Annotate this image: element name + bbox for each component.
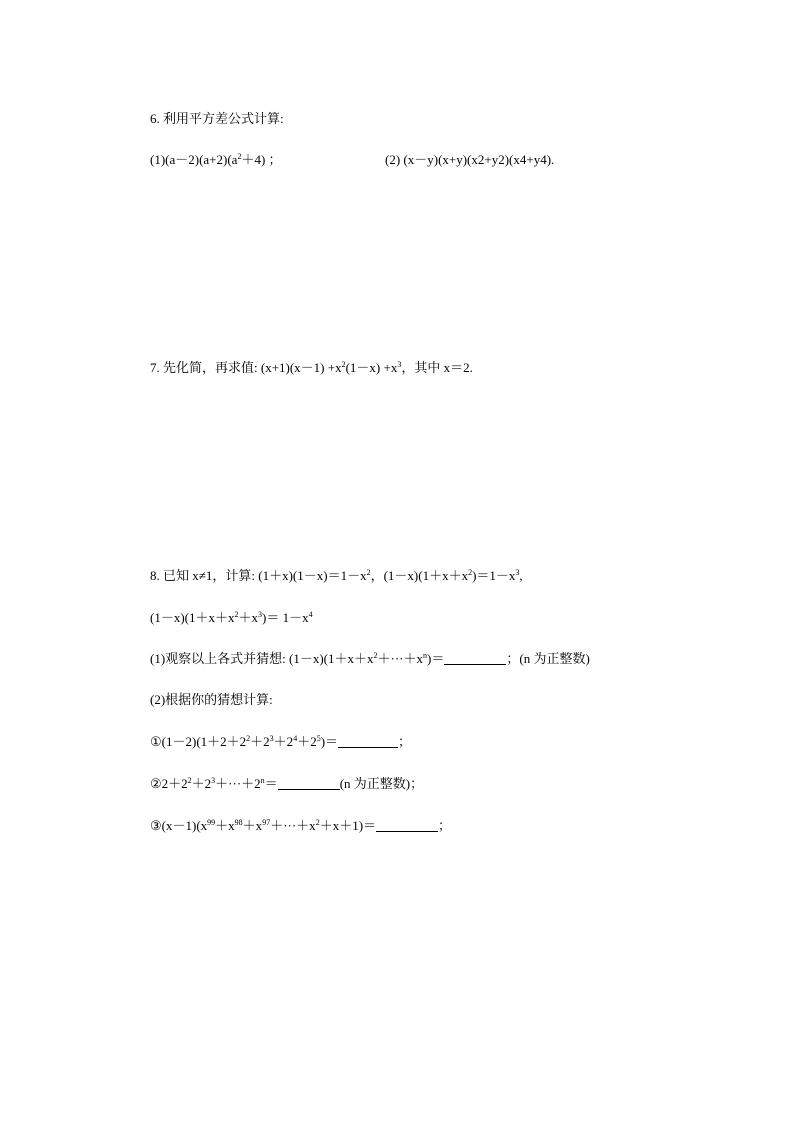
q8-line7 <box>150 818 451 834</box>
text: 7. 先化简，再求值: (x+1)(x－1) +x <box>150 360 342 375</box>
text: , <box>519 568 523 583</box>
text: (n 为正整数)； <box>339 776 424 791</box>
exponent: 2 <box>187 776 192 785</box>
exponent: n <box>423 651 428 660</box>
q8-line3 <box>150 651 590 667</box>
exponent: 3 <box>515 568 520 577</box>
text: )＝ <box>320 734 339 749</box>
exponent: 2 <box>234 610 239 619</box>
answer-blank[interactable] <box>444 652 506 665</box>
exponent: 2 <box>237 152 242 161</box>
exponent: 98 <box>234 818 243 827</box>
answer-blank[interactable] <box>338 735 398 748</box>
q7-text <box>150 360 473 376</box>
text: ③(x－1)(x <box>150 818 208 833</box>
text: ，其中 x＝2. <box>401 360 473 375</box>
text: ； <box>438 818 452 833</box>
q6-title: 6. 利用平方差公式计算: <box>150 111 284 126</box>
text: ，(1－x)(1＋x＋x <box>370 568 469 583</box>
q6-part1 <box>150 152 282 168</box>
text: ＋···＋x <box>270 818 316 833</box>
q8-line4: (2)根据你的猜想计算: <box>150 692 273 707</box>
exponent: 5 <box>316 734 321 743</box>
text: 8. 已知 x≠1，计算: (1＋x)(1－x)＝1－x <box>150 568 367 583</box>
q8-line6 <box>150 776 423 792</box>
exponent: 2 <box>468 568 473 577</box>
exponent: 2 <box>341 360 346 369</box>
exponent: 3 <box>397 360 402 369</box>
text: )＝ 1－x <box>262 610 309 625</box>
text: )＝1－x <box>472 568 516 583</box>
text: ①(1－2)(1＋2＋2 <box>150 734 247 749</box>
text: ＋2 <box>273 734 294 749</box>
text: (1)(a－2)(a+2)(a <box>150 152 238 167</box>
text: ＝ <box>264 776 278 791</box>
exponent: 3 <box>258 610 263 619</box>
answer-blank[interactable] <box>376 819 438 832</box>
text: ＋2 <box>191 776 212 791</box>
exponent: 3 <box>211 776 216 785</box>
exponent: n <box>260 776 265 785</box>
exponent: 3 <box>269 734 274 743</box>
exponent: 99 <box>207 818 216 827</box>
exponent: 2 <box>366 568 371 577</box>
exponent: 2 <box>315 818 320 827</box>
q6-part2: (2) (x－y)(x+y)(x2+y2)(x4+y4). <box>385 152 555 167</box>
text: (1－x)(1＋x＋x <box>150 610 235 625</box>
text: ＋x＋1)＝ <box>319 818 377 833</box>
answer-blank[interactable] <box>278 777 340 790</box>
text: ＋···＋x <box>377 651 424 666</box>
exponent: 4 <box>308 610 313 619</box>
text: ＋2 <box>250 734 270 749</box>
text: ＋···＋2 <box>215 776 261 791</box>
text: ＋x <box>215 818 235 833</box>
q8-line2 <box>150 610 313 626</box>
exponent: 2 <box>373 651 378 660</box>
text: ＋4) ； <box>241 152 282 167</box>
exponent: 2 <box>246 734 251 743</box>
text: )＝ <box>427 651 445 666</box>
text: ②2＋2 <box>150 776 188 791</box>
exponent: 97 <box>262 818 271 827</box>
text: ＋2 <box>297 734 317 749</box>
q8-line1 <box>150 568 523 584</box>
exponent: 4 <box>293 734 298 743</box>
text: (1)观察以上各式并猜想: (1－x)(1＋x＋x <box>150 651 374 666</box>
text: ＋x <box>238 610 259 625</box>
text: ＋x <box>242 818 263 833</box>
text: ；(n 为正整数) <box>506 651 590 666</box>
text: ； <box>398 734 412 749</box>
text: (1－x) +x <box>345 360 398 375</box>
q8-line5 <box>150 734 411 750</box>
